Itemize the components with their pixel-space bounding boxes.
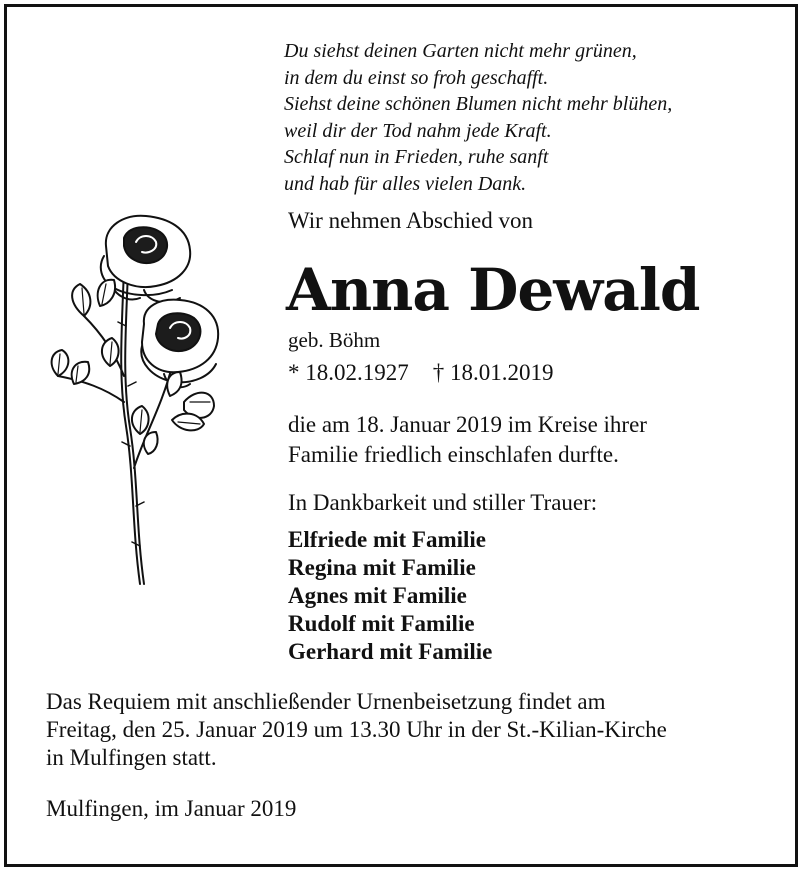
passing-line: Familie friedlich einschlafen durfte. [288, 442, 619, 467]
poem-line: Siehst deine schönen Blumen nicht mehr blühen, [284, 93, 673, 115]
mourner-family: Elfriede mit Familie [288, 527, 486, 552]
poem-line: Du siehst deinen Garten nicht mehr grünen, [284, 40, 637, 62]
requiem-line: in Mulfingen statt. [46, 745, 217, 770]
mourner-family: Rudolf mit Familie [288, 611, 475, 636]
passing-line: die am 18. Januar 2019 im Kreise ihrer [288, 412, 647, 437]
deceased-name: Anna Dewald [286, 256, 700, 324]
farewell-intro: Wir nehmen Abschied von [288, 208, 533, 233]
poem-line: weil dir der Tod nahm jede Kraft. [284, 119, 552, 142]
mourner-list [288, 526, 492, 666]
poem-line: Schlaf nun in Frieden, ruhe sanft [284, 146, 549, 168]
passing-text [288, 410, 647, 470]
memorial-poem [284, 38, 672, 197]
poem-line: in dem du einst so froh geschafft. [284, 66, 549, 89]
rose-illustration [44, 206, 226, 590]
requiem-notice [46, 688, 667, 772]
birth-date: * 18.02.1927 [288, 360, 409, 385]
death-date: † 18.01.2019 [432, 360, 554, 385]
place-and-date: Mulfingen, im Januar 2019 [46, 796, 297, 821]
maiden-name: geb. Böhm [288, 328, 381, 352]
poem-line: und hab für alles vielen Dank. [284, 172, 527, 195]
requiem-line: Freitag, den 25. Januar 2019 um 13.30 Uhr in der St.-Kilian-Kirche [46, 717, 667, 742]
mourner-family: Regina mit Familie [288, 555, 476, 580]
requiem-line: Das Requiem mit anschließender Urnenbeisetzung findet am [46, 689, 606, 714]
mourner-family: Gerhard mit Familie [288, 639, 493, 664]
life-dates [288, 360, 554, 386]
mourners-intro: In Dankbarkeit und stiller Trauer: [288, 490, 598, 515]
mourner-family: Agnes mit Familie [288, 583, 467, 608]
